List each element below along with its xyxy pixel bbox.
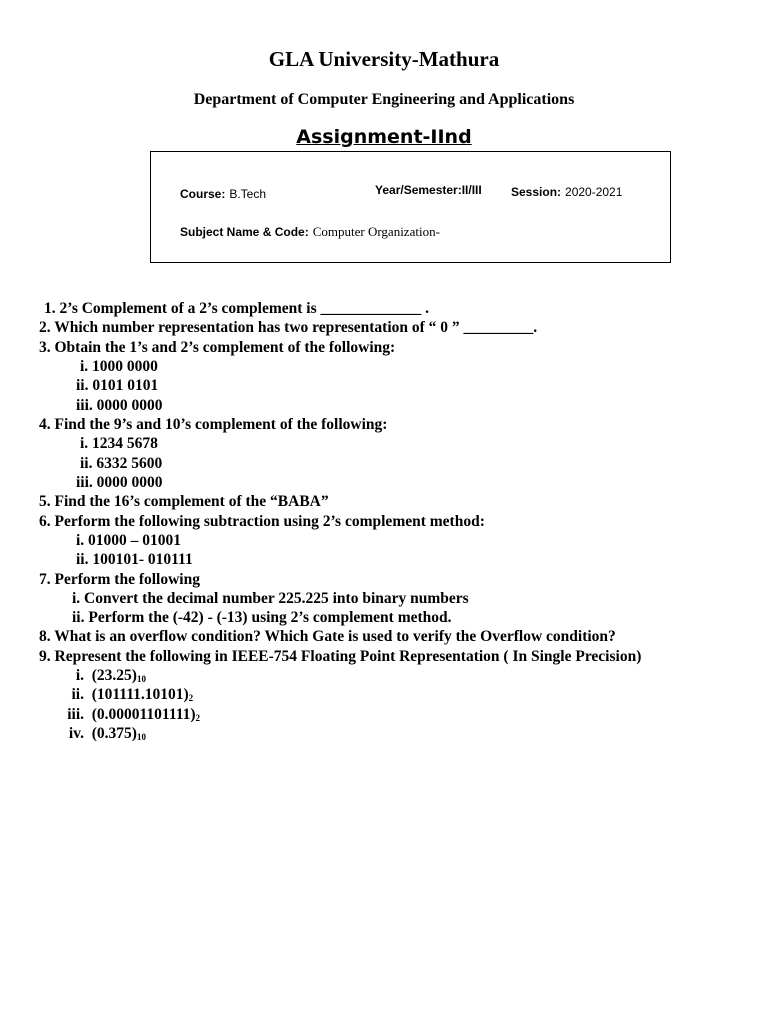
item-base: 10 <box>136 732 146 742</box>
subject-field <box>180 223 440 241</box>
session-field <box>511 183 622 201</box>
question-6: 6. Perform the following subtraction using 2’s complement method: <box>39 513 485 530</box>
assignment-title: Assignment-IInd <box>296 126 472 148</box>
question-7-item-i: i. Convert the decimal number 225.225 into binary numbers <box>72 590 469 607</box>
question-3-item-iii: iii. 0000 0000 <box>76 397 163 414</box>
item-number: iv. <box>68 725 84 742</box>
year-semester-label: Year/Semester:II/III <box>375 183 482 197</box>
question-6-item-ii: ii. 100101- 010111 <box>76 551 193 568</box>
course-label: Course: <box>180 187 226 201</box>
subject-label: Subject Name & Code: <box>180 225 309 239</box>
question-9: 9. Represent the following in IEEE-754 Floating Point Representation ( In Single Precision) <box>39 648 642 665</box>
item-value: (0.00001101111) <box>91 706 196 723</box>
question-2: 2. Which number representation has two representation of “ 0 ” _________. <box>39 319 538 336</box>
question-1: 1. 2’s Complement of a 2’s complement is _____________ . <box>44 300 430 317</box>
question-7-item-ii: ii. Perform the (-42) - (-13) using 2’s complement method. <box>72 609 452 626</box>
course-field <box>180 185 266 203</box>
item-value: (23.25) <box>91 667 137 684</box>
question-9-item-iv <box>58 724 146 747</box>
question-3-item-i: i. 1000 0000 <box>80 358 158 375</box>
item-number: i. <box>75 667 84 684</box>
session-value: 2020-2021 <box>565 185 623 199</box>
item-number: ii. <box>71 686 84 703</box>
question-4-item-iii: iii. 0000 0000 <box>76 474 163 491</box>
subject-value: Computer Organization- <box>312 224 440 239</box>
item-number: iii. <box>67 706 84 723</box>
item-base: 2 <box>188 693 194 703</box>
course-value: B.Tech <box>229 187 267 201</box>
item-value: (101111.10101) <box>91 686 189 703</box>
item-value: (0.375) <box>91 725 137 742</box>
department-title: Department of Computer Engineering and Applications <box>193 91 575 108</box>
question-5: 5. Find the 16’s complement of the “BABA” <box>39 493 329 510</box>
item-base: 10 <box>136 674 146 684</box>
question-6-item-i: i. 01000 – 01001 <box>76 532 182 549</box>
question-4: 4. Find the 9’s and 10’s complement of the following: <box>39 416 388 433</box>
question-8: 8. What is an overflow condition? Which Gate is used to verify the Overflow condition? <box>39 628 616 645</box>
question-3: 3. Obtain the 1’s and 2’s complement of the following: <box>39 339 396 356</box>
university-title: GLA University-Mathura <box>268 47 500 71</box>
question-4-item-i: i. 1234 5678 <box>80 435 158 452</box>
item-base: 2 <box>195 713 201 723</box>
question-7: 7. Perform the following <box>39 571 200 588</box>
question-4-item-ii: ii. 6332 5600 <box>80 455 163 472</box>
course-info-box <box>150 151 671 263</box>
session-label: Session: <box>511 185 562 199</box>
question-3-item-ii: ii. 0101 0101 <box>76 377 159 394</box>
